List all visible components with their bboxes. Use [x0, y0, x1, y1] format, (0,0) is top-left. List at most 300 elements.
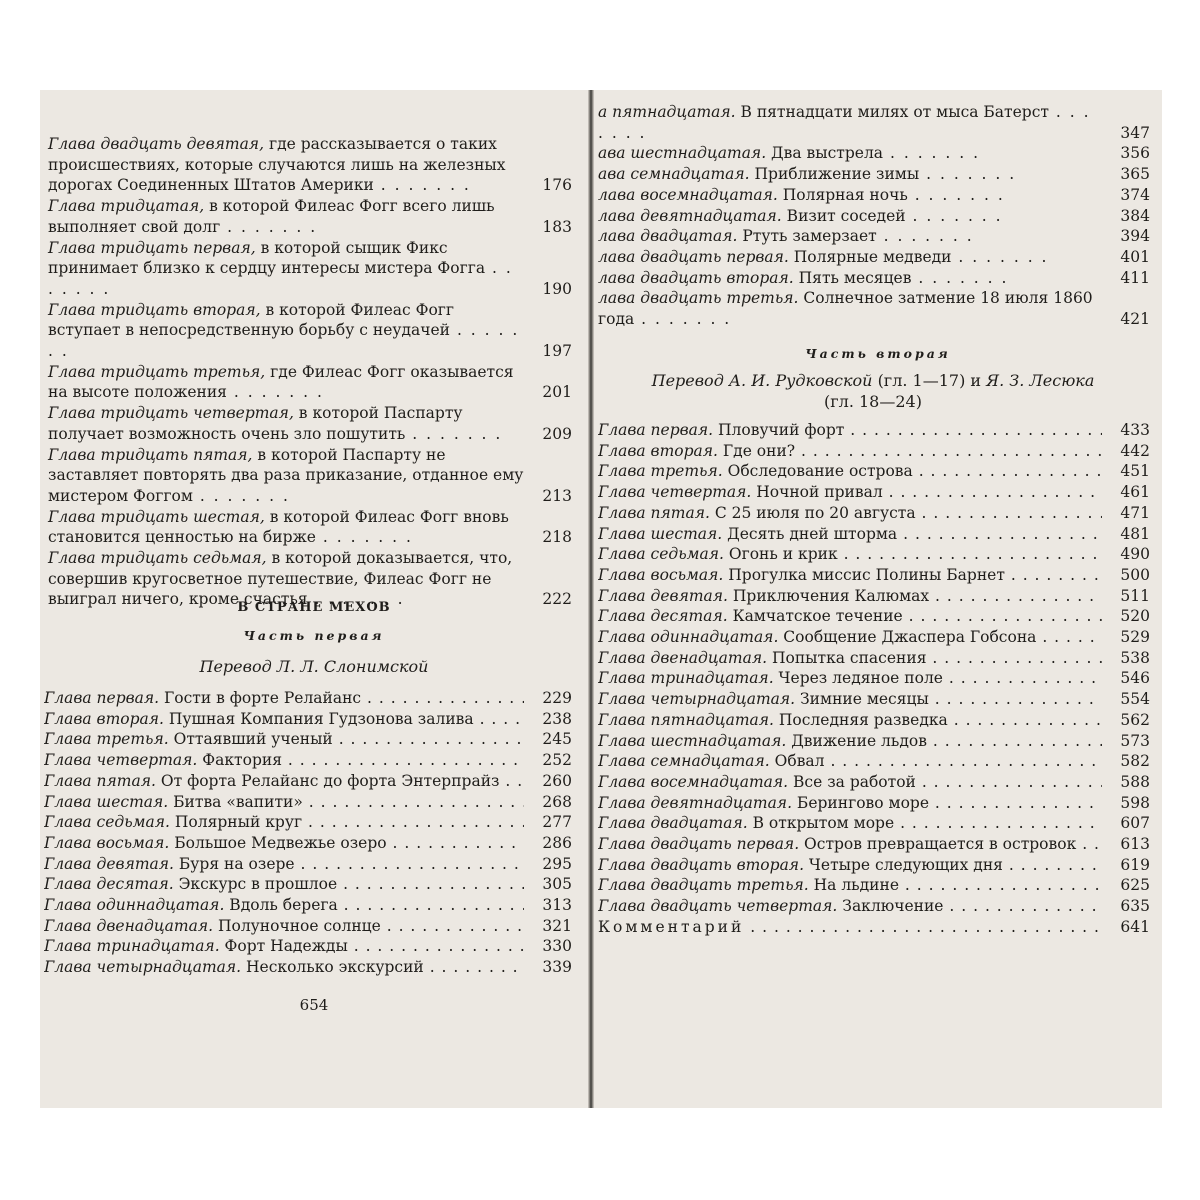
toc-entry-label: [44, 688, 524, 709]
toc-entry-label: [598, 772, 1102, 793]
chapter-name: Глава девятая.: [598, 586, 728, 605]
toc-entry: [598, 606, 1150, 627]
toc-page-number: 442: [1120, 441, 1150, 460]
toc-page-number: 238: [542, 709, 572, 728]
chapter-title: Экскурс в прошлое: [173, 875, 338, 894]
chapter-name: Глава двадцать третья.: [598, 876, 809, 895]
toc-page-number: 582: [1120, 752, 1150, 771]
toc-page-number: 538: [1120, 648, 1150, 667]
chapter-title: Камчатское течение: [727, 607, 903, 626]
chapter-title: Визит соседей: [781, 206, 906, 225]
toc-entry: [44, 729, 572, 750]
translator-and: и: [970, 371, 982, 390]
toc-entry: [598, 689, 1150, 710]
chapter-name: Глава девятая.: [44, 854, 174, 873]
chapter-name: Глава тринадцатая.: [44, 937, 220, 956]
toc-page-number: 613: [1120, 835, 1150, 854]
toc-page-number: 190: [542, 279, 572, 298]
chapter-title: Зимние месяцы: [795, 690, 929, 709]
toc-entry: [48, 300, 572, 362]
toc-page-number: 511: [1120, 586, 1150, 605]
chapter-title: Сообщение Джаспера Гобсона: [778, 628, 1037, 647]
chapter-name: лава двадцать первая.: [598, 247, 789, 266]
toc-entry-label: [44, 916, 524, 937]
toc-right-top: [598, 102, 1150, 330]
chapter-title: где рассказывается о таких происшествиях, которые случаются лишь на железных дорогах Соединенных Штатов Америки: [48, 135, 506, 195]
toc-entry-label: [598, 689, 1102, 710]
chapter-title: Фактория: [197, 751, 282, 770]
left-page: [40, 90, 588, 1108]
toc-page-number: 529: [1120, 628, 1150, 647]
toc-entry: [598, 917, 1150, 938]
chapter-title: в которой Филеас Фогг всего лишь выполняет свой долг: [48, 197, 495, 236]
toc-page-number: 260: [542, 771, 572, 790]
chapter-title: Приключения Калюмах: [727, 586, 930, 605]
toc-page-number: 401: [1120, 247, 1150, 266]
toc-page-number: 286: [542, 833, 572, 852]
toc-entry: [598, 772, 1150, 793]
chapter-name: Глава семнадцатая.: [598, 752, 770, 771]
chapter-name: Глава четвертая.: [44, 751, 198, 770]
chapter-title: Комментарий: [598, 917, 745, 936]
toc-entry-label: [598, 731, 1102, 752]
toc-entry: [44, 792, 572, 813]
chapter-title: Два выстрела: [766, 144, 884, 163]
toc-entry-label: [44, 771, 524, 792]
toc-page-number: 201: [542, 383, 572, 402]
chapter-name: Глава тридцать третья,: [48, 362, 266, 381]
toc-entry-label: [44, 854, 524, 875]
toc-entry-label: [598, 524, 1102, 545]
toc-entry-label: [44, 957, 524, 978]
toc-entry-label: [598, 606, 1102, 627]
toc-entry: [44, 895, 572, 916]
chapter-title: Буря на озере: [173, 854, 295, 873]
toc-entry-label: [598, 544, 1102, 565]
chapter-title: Ртуть замерзает: [737, 227, 877, 246]
toc-entry: [598, 441, 1150, 462]
chapter-name: лава двадцатая.: [598, 227, 738, 246]
chapter-title: Полуночное солнце: [213, 916, 381, 935]
toc-entry-label: [598, 565, 1102, 586]
chapter-title: Берингово море: [792, 793, 929, 812]
toc-page-number: 490: [1120, 545, 1150, 564]
toc-entry: [44, 833, 572, 854]
right-page: [594, 90, 1162, 1108]
toc-page-number: 330: [542, 937, 572, 956]
toc-page-number: 295: [542, 854, 572, 873]
toc-page-number: 635: [1120, 897, 1150, 916]
toc-page-number: 339: [542, 958, 572, 977]
chapter-title: Пять месяцев: [793, 268, 912, 287]
chapter-title: Несколько экскурсий: [241, 958, 424, 977]
toc-entry: [598, 206, 1150, 227]
chapter-title: в которой доказывается, что, совершив кругосветное путешествие, Филеас Фогг не выиграл ничего, кроме счастья: [48, 549, 513, 609]
toc-entry-label: [48, 445, 524, 507]
toc-page-number: 321: [542, 916, 572, 935]
chapter-name: лава двадцать вторая.: [598, 268, 794, 287]
chapter-title: Оттаявший ученый: [168, 730, 333, 749]
toc-page-number: 222: [542, 590, 572, 609]
chapter-name: Глава четвертая.: [598, 483, 752, 502]
chapter-name: Глава тридцать седьмая,: [48, 549, 267, 568]
toc-entry-label: [598, 917, 1102, 938]
toc-entry-label: [598, 268, 1102, 289]
chapter-title: в которой Паспарту не заставляет повторять два раза приказание, отданное ему мистером Фоггом: [48, 445, 524, 505]
toc-page-number: 245: [542, 730, 572, 749]
chapter-title: Заключение: [837, 897, 944, 916]
toc-entry-label: [598, 855, 1102, 876]
toc-entry-label: [48, 507, 524, 548]
toc-entry-label: [48, 300, 524, 362]
toc-entry: [598, 627, 1150, 648]
toc-page-number: 573: [1120, 731, 1150, 750]
toc-entry-label: [48, 362, 524, 403]
toc-entry: [598, 420, 1150, 441]
toc-page-number: 252: [542, 751, 572, 770]
chapter-title: С 25 июля по 20 августа: [709, 503, 916, 522]
toc-page-number: 356: [1120, 144, 1150, 163]
toc-entry-label: [598, 896, 1102, 917]
toc-entry-label: [598, 420, 1102, 441]
toc-left-top: [48, 134, 572, 610]
toc-page-number: 374: [1120, 185, 1150, 204]
toc-page-number: 176: [542, 176, 572, 195]
toc-entry: [44, 854, 572, 875]
toc-page-number: 588: [1120, 772, 1150, 791]
toc-entry-label: [598, 751, 1102, 772]
toc-entry: [48, 403, 572, 444]
toc-entry: [48, 362, 572, 403]
chapter-name: Глава шестая.: [44, 792, 169, 811]
toc-entry-label: [48, 134, 524, 196]
toc-entry: [598, 648, 1150, 669]
chapter-title: Пушная Компания Гудзонова залива: [163, 709, 474, 728]
toc-page-number: 277: [542, 813, 572, 832]
chapter-title: Гости в форте Релайанс: [159, 689, 362, 707]
chapter-name: Глава двенадцатая.: [44, 916, 214, 935]
chapter-name: Глава пятая.: [598, 503, 710, 522]
toc-entry-label: [44, 709, 524, 730]
toc-page-number: 562: [1120, 710, 1150, 729]
toc-entry-label: [598, 288, 1102, 329]
toc-entry: [598, 544, 1150, 565]
chapter-name: Глава восьмая.: [598, 565, 724, 584]
chapter-name: Глава пятнадцатая.: [598, 710, 774, 729]
toc-entry: [44, 936, 572, 957]
chapter-title: Все за работой: [788, 772, 916, 791]
toc-page-number: 625: [1120, 876, 1150, 895]
chapter-name: Глава тринадцатая.: [598, 669, 774, 688]
chapter-title: Вдоль берега: [224, 896, 338, 915]
chapter-title: в которой сыщик Фикс принимает близко к сердцу интересы мистера Фогга: [48, 238, 486, 278]
toc-entry-label: [44, 833, 524, 854]
chapter-title: Битва «вапити»: [168, 792, 303, 811]
toc-page-number: 411: [1120, 268, 1150, 287]
chapter-name: Глава тридцать вторая,: [48, 300, 261, 319]
chapter-name: Глава двадцать первая.: [598, 835, 800, 854]
chapter-name: Глава тридцать шестая,: [48, 507, 265, 526]
toc-entry-label: [598, 247, 1102, 268]
chapter-title: Полярный круг: [169, 813, 303, 832]
translator-left: Перевод Л. Л. Слонимской: [199, 657, 429, 676]
toc-entry: [598, 503, 1150, 524]
toc-entry: [48, 238, 572, 300]
toc-page-number: 433: [1120, 421, 1150, 439]
chapter-title: Движение льдов: [786, 731, 927, 750]
toc-page-number: 209: [542, 424, 572, 443]
chapter-title: Огонь и крик: [723, 545, 838, 564]
chapter-title: Пловучий форт: [713, 421, 845, 439]
toc-entry-label: [598, 461, 1102, 482]
chapter-name: Глава восьмая.: [44, 833, 170, 852]
toc-entry: [598, 668, 1150, 689]
toc-entry: [48, 507, 572, 548]
toc-page-number: 183: [542, 217, 572, 236]
chapter-title: в которой Филеас Фогг вступает в непосредственную борьбу с неудачей: [48, 300, 455, 340]
toc-entry-label: [598, 834, 1102, 855]
chapter-name: Глава двадцать вторая.: [598, 855, 804, 874]
toc-entry-label: [598, 586, 1102, 607]
chapter-name: Глава двадцать четвертая.: [598, 897, 838, 916]
toc-entry: [44, 812, 572, 833]
chapter-name: Глава четырнадцатая.: [598, 690, 796, 709]
toc-page-number: 384: [1120, 206, 1150, 225]
toc-entry: [598, 793, 1150, 814]
toc-page-number: 546: [1120, 669, 1150, 688]
chapter-title: Ночной привал: [751, 483, 883, 502]
toc-entry-label: [598, 164, 1102, 185]
toc-entry: [598, 855, 1150, 876]
toc-page-number: 520: [1120, 607, 1150, 626]
toc-entry: [598, 268, 1150, 289]
toc-entry-label: [44, 812, 524, 833]
toc-entry-label: [48, 238, 524, 300]
toc-entry: [598, 834, 1150, 855]
toc-page-number: 451: [1120, 462, 1150, 481]
chapter-name: Глава седьмая.: [44, 813, 170, 832]
chapter-title: От форта Релайанс до форта Энтерпрайз: [155, 771, 500, 790]
chapter-name: Глава вторая.: [598, 441, 718, 460]
part-title-left: Часть первая: [243, 628, 385, 643]
toc-page-number: 500: [1120, 565, 1150, 584]
toc-entry: [598, 751, 1150, 772]
chapter-name: Глава двенадцатая.: [598, 648, 768, 667]
toc-entry: [598, 731, 1150, 752]
toc-entry-label: [598, 441, 1102, 462]
chapter-name: Глава девятнадцатая.: [598, 793, 792, 812]
chapter-name: Глава двадцать девятая,: [48, 135, 265, 153]
chapter-title: в которой Филеас Фогг вновь становится ценностью на бирже: [48, 507, 509, 547]
translator-right: [614, 370, 1132, 412]
chapter-name: Глава одиннадцатая.: [44, 896, 225, 915]
chapter-name: Глава пятая.: [44, 771, 156, 790]
translator-b: Я. З. Лесюка: [986, 371, 1095, 390]
section-title: В СТРАНЕ МЕХОВ: [237, 600, 391, 615]
toc-entry-label: [598, 226, 1102, 247]
toc-page-number: 641: [1120, 917, 1150, 936]
toc-entry: [44, 688, 572, 709]
toc-page-number: 213: [542, 486, 572, 505]
toc-entry-label: [48, 403, 524, 444]
book-spread: [40, 90, 1162, 1108]
chapter-title: Форт Надежды: [219, 937, 348, 956]
toc-entry-label: [598, 710, 1102, 731]
toc-entry-label: [44, 750, 524, 771]
chapter-title: Десять дней шторма: [722, 524, 898, 543]
chapter-name: Глава тридцать первая,: [48, 238, 256, 257]
chapter-title: Последняя разведка: [773, 710, 948, 729]
toc-entry-label: [44, 874, 524, 895]
chapter-name: Глава седьмая.: [598, 545, 724, 564]
toc-page-number: 365: [1120, 165, 1150, 184]
chapter-title: Большое Медвежье озеро: [169, 833, 387, 852]
toc-entry: [598, 247, 1150, 268]
chapter-name: Глава тридцатая,: [48, 197, 205, 216]
toc-entry: [44, 916, 572, 937]
toc-entry: [598, 565, 1150, 586]
toc-page-number: 268: [542, 792, 572, 811]
toc-entry-label: [44, 936, 524, 957]
toc-entry-label: [598, 648, 1102, 669]
toc-entry-label: [44, 895, 524, 916]
chapter-title: В пятнадцати милях от мыса Батерст: [735, 103, 1049, 121]
toc-entry: [598, 185, 1150, 206]
chapter-name: Глава двадцатая.: [598, 814, 748, 833]
toc-entry-label: [598, 875, 1102, 896]
chapter-title: В открытом море: [747, 814, 895, 833]
chapter-name: Глава тридцать пятая,: [48, 445, 253, 464]
chapter-name: Глава десятая.: [598, 607, 728, 626]
toc-entry-label: [44, 792, 524, 813]
translator-a: Перевод А. И. Рудковской: [651, 371, 873, 390]
toc-page-number: 461: [1120, 483, 1150, 502]
toc-page-number: 229: [542, 689, 572, 707]
chapter-name: Глава третья.: [44, 730, 169, 749]
toc-page-number: 305: [542, 875, 572, 894]
chapter-name: лава девятнадцатая.: [598, 206, 782, 225]
toc-entry: [598, 226, 1150, 247]
toc-page-number: 619: [1120, 855, 1150, 874]
chapter-name: Глава десятая.: [44, 875, 174, 894]
toc-entry: [598, 288, 1150, 329]
chapter-title: Приближение зимы: [749, 165, 920, 184]
toc-entry: [598, 102, 1150, 143]
toc-entry: [44, 750, 572, 771]
toc-entry: [598, 896, 1150, 917]
translator-a-range: (гл. 1—17): [877, 371, 966, 390]
chapter-title: Четыре следующих дня: [804, 855, 1003, 874]
chapter-name: ава шестнадцатая.: [598, 144, 767, 163]
toc-entry-label: [598, 793, 1102, 814]
chapter-name: Глава тридцать четвертая,: [48, 404, 294, 423]
toc-entry-label: [598, 482, 1102, 503]
chapter-name: Глава шестая.: [598, 524, 723, 543]
toc-entry-label: [598, 813, 1102, 834]
toc-page-number: 481: [1120, 524, 1150, 543]
toc-entry: [598, 461, 1150, 482]
toc-entry: [598, 710, 1150, 731]
toc-right-bottom: [598, 420, 1150, 938]
chapter-name: Глава первая.: [44, 689, 160, 707]
toc-entry: [598, 482, 1150, 503]
chapter-name: Глава шестнадцатая.: [598, 731, 787, 750]
chapter-title: Прогулка миссис Полины Барнет: [723, 565, 1005, 584]
chapter-name: лава восемнадцатая.: [598, 185, 778, 204]
toc-entry-label: [598, 143, 1102, 164]
chapter-name: Глава одиннадцатая.: [598, 628, 779, 647]
toc-entry: [44, 771, 572, 792]
chapter-title: Попытка спасения: [767, 648, 927, 667]
page-number-footer: 654: [299, 996, 329, 1014]
chapter-name: лава двадцать третья.: [598, 289, 799, 308]
chapter-title: Обвал: [769, 752, 825, 771]
chapter-name: а пятнадцатая.: [598, 103, 736, 121]
toc-entry-label: [598, 185, 1102, 206]
toc-page-number: 598: [1120, 793, 1150, 812]
chapter-title: Полярные медведи: [788, 247, 952, 266]
toc-entry: [48, 134, 572, 196]
toc-left-bottom: [44, 688, 572, 978]
chapter-name: Глава первая.: [598, 421, 714, 439]
toc-page-number: 554: [1120, 690, 1150, 709]
chapter-title: Полярная ночь: [777, 185, 908, 204]
part-title-right: Часть вторая: [805, 346, 951, 361]
toc-page-number: 218: [542, 528, 572, 547]
toc-entry-label: [598, 102, 1102, 143]
chapter-name: Глава восемнадцатая.: [598, 772, 789, 791]
chapter-title: Обследование острова: [722, 462, 913, 481]
toc-entry: [598, 524, 1150, 545]
chapter-title: в которой Паспарту получает возможность очень зло пошутить: [48, 404, 463, 443]
chapter-name: Глава четырнадцатая.: [44, 958, 242, 977]
chapter-title: Где они?: [717, 441, 796, 460]
toc-page-number: 394: [1120, 227, 1150, 246]
chapter-title: где Филеас Фогг оказывается на высоте положения: [48, 362, 514, 402]
chapter-name: Глава третья.: [598, 462, 723, 481]
chapter-title: Солнечное затмение 18 июля 1860 года: [598, 289, 1093, 329]
toc-entry: [598, 875, 1150, 896]
chapter-name: Глава вторая.: [44, 709, 164, 728]
toc-entry: [598, 813, 1150, 834]
chapter-title: На льдине: [808, 876, 899, 895]
toc-entry-label: [598, 206, 1102, 227]
translator-b-range: (гл. 18—24): [824, 392, 922, 411]
toc-page-number: 197: [542, 342, 572, 361]
toc-page-number: 313: [542, 896, 572, 915]
toc-entry: [44, 957, 572, 978]
toc-entry-label: [598, 668, 1102, 689]
toc-page-number: 421: [1120, 310, 1150, 329]
toc-entry: [598, 164, 1150, 185]
toc-page-number: 607: [1120, 814, 1150, 833]
toc-page-number: 471: [1120, 503, 1150, 522]
chapter-title: Остров превращается в островок: [799, 835, 1077, 854]
toc-entry-label: [48, 196, 524, 237]
toc-entry: [598, 586, 1150, 607]
toc-entry-label: [598, 627, 1102, 648]
toc-entry: [598, 143, 1150, 164]
toc-entry: [44, 874, 572, 895]
toc-entry-label: [598, 503, 1102, 524]
toc-entry: [48, 445, 572, 507]
chapter-title: Через ледяное поле: [773, 669, 943, 688]
chapter-name: ава семнадцатая.: [598, 165, 750, 184]
toc-page-number: 347: [1120, 123, 1150, 142]
toc-entry-label: [44, 729, 524, 750]
toc-entry: [44, 709, 572, 730]
toc-entry: [48, 196, 572, 237]
